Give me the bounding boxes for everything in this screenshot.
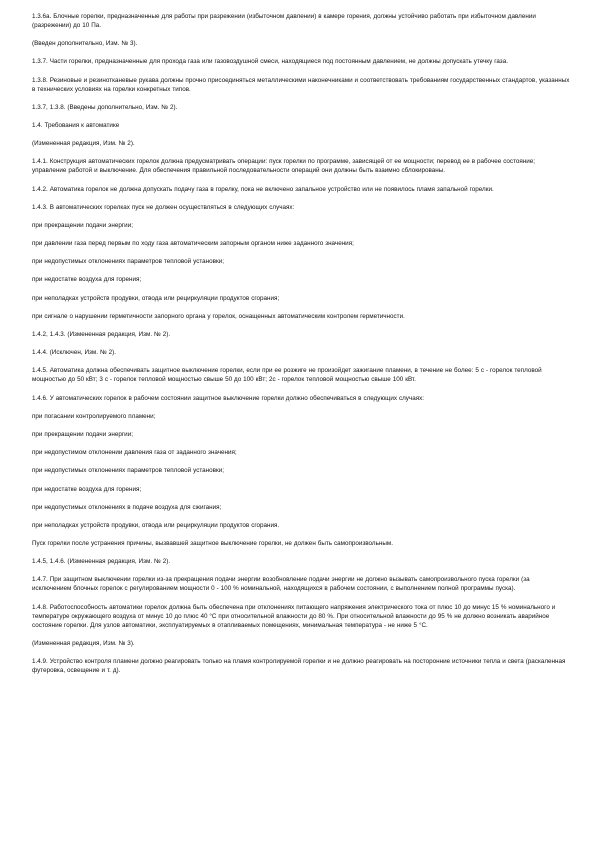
section-heading-1-4: 1.4. Требования к автоматике	[32, 121, 120, 129]
list-item: при недопустимом отклонении давления газа от заданного значения;	[32, 449, 237, 457]
paragraph-1-3-6a: 1.3.6а. Блочные горелки, предназначенные для работы при разрежении (избыточном давлении) в камере горения, должны устойчиво работать при избыточном давлении (разрежении) до 10 Па.	[32, 13, 536, 29]
list-item: при недопустимых отклонениях параметров тепловой установки;	[32, 258, 225, 266]
paragraph-1-3-8: 1.3.8. Резиновые и резинотканевые рукава должны прочно присоединяться металлическими наконечниками и соответствовать требованиям государственных стандартов, указанных в технических условиях на горелки конкретных типов.	[32, 76, 570, 93]
amendment-note: (Введен дополнительно, Изм. № 3).	[32, 40, 138, 48]
list-item: при недопустимых отклонениях параметров тепловой установки;	[32, 467, 225, 475]
list-item: при сигнале о нарушении герметичности запорного органа у горелок, оснащенных автоматическим контролем герметичности.	[32, 312, 405, 320]
list-item: при недостатке воздуха для горения;	[32, 485, 142, 493]
amendment-note: 1.4.2, 1.4.3. (Измененная редакция, Изм. № 2).	[32, 331, 171, 338]
paragraph-1-4-8: 1.4.8. Работоспособность автоматики горелок должна быть обеспечена при отклонениях питающего напряжения электрического тока от плюс 10 до минус 15 % номинального и температуре окружающего воздуха от минус 10 до плюс 40 °С при относительной влажности до 80 %. При относительной влажности до 95 % не должно возникать аварийное состояние горелки. Для узлов автоматики, эксплуатируемых в отапливаемых помещениях, минимальная температура - не ниже 5 °С.	[32, 603, 556, 629]
paragraph-1-4-3: 1.4.3. В автоматических горелках пуск не должен осуществляться в следующих случаях:	[32, 203, 295, 211]
paragraph-1-4-9: 1.4.9. Устройство контроля пламени должно реагировать только на пламя контролируемой горелки и не должно реагировать на посторонние источники тепла и света (раскаленная футеровка, освещение и т. д).	[32, 658, 566, 674]
amendment-note: 1.4.5, 1.4.6. (Измененная редакция, Изм. № 2).	[32, 558, 171, 566]
list-item: при неполадках устройств продувки, отвода или рециркуляции продуктов сгорания.	[32, 521, 280, 529]
document-body	[32, 12, 570, 684]
paragraph-1-4-1: 1.4.1. Конструкция автоматических горелок должна предусматривать операции: пуск горелки по программе, зависящей от ее мощности; перевод ее в рабочее состояние; управление работой и выключение. Для обеспечения правильной последовательности операций они должны быть взаимно сблокированы.	[32, 158, 536, 175]
amendment-note: (Измененная редакция, Изм. № 2).	[32, 140, 135, 148]
amendment-note: 1.3.7, 1.3.8. (Введены дополнительно, Изм. № 2).	[32, 103, 178, 111]
paragraph-1-4-6: 1.4.6. У автоматических горелок в рабочем состоянии защитное выключение горелки должно обеспечиваться в следующих случаях:	[32, 394, 425, 402]
paragraph-1-4-5: 1.4.5. Автоматика должна обеспечивать защитное выключение горелки, если при ее розжиге не произойдет зажигание пламени, в течение не более: 5 с - горелок тепловой мощностью до 50 кВт; 3 с - горелок тепловой мощностью свыше 50 до 100 кВт; 2с - горелок тепловой мощностью свыше 100 кВт.	[32, 367, 542, 384]
paragraph-1-4-2: 1.4.2. Автоматика горелок не должна допускать подачу газа в горелку, пока не включено запальное устройство или не появилось пламя запальной горелки.	[32, 185, 494, 193]
amendment-note: 1.4.4. (Исключен, Изм. № 2).	[32, 349, 117, 357]
list-item: при недостатке воздуха для горения;	[32, 276, 142, 284]
paragraph-1-4-7: 1.4.7. При защитном выключении горелки из-за прекращения подачи энергии возобновление подачи энергии не должно вызывать самопроизвольного пуска горелки (за исключением блочных горелок с регулированием мощности 0 - 100 % номинальной, находящихся в рабочем состоянии, с выполнением полной программы пуска).	[32, 576, 530, 593]
restart-note: Пуск горелки после устранения причины, вызвавшей защитное выключение горелки, не должен быть самопроизвольным.	[32, 540, 393, 548]
list-item: при неполадках устройств продувки, отвода или рециркуляции продуктов сгорания;	[32, 294, 280, 302]
list-item: при недопустимых отклонениях в подаче воздуха для сжигания;	[32, 503, 222, 511]
list-item: при прекращении подачи энергии;	[32, 221, 133, 229]
list-item: при прекращении подачи энергии;	[32, 430, 133, 438]
list-item: при давлении газа перед первым по ходу газа автоматическим запорным органом ниже заданного значения;	[32, 240, 354, 248]
list-item: при погасании контролируемого пламени;	[32, 412, 156, 420]
paragraph-1-3-7: 1.3.7. Части горелки, предназначенные для прохода газа или газовоздушной смеси, находящиеся под постоянным давлением, не должны допускать утечку газа.	[32, 58, 508, 66]
amendment-note: (Измененная редакция, Изм. № 3).	[32, 639, 135, 647]
